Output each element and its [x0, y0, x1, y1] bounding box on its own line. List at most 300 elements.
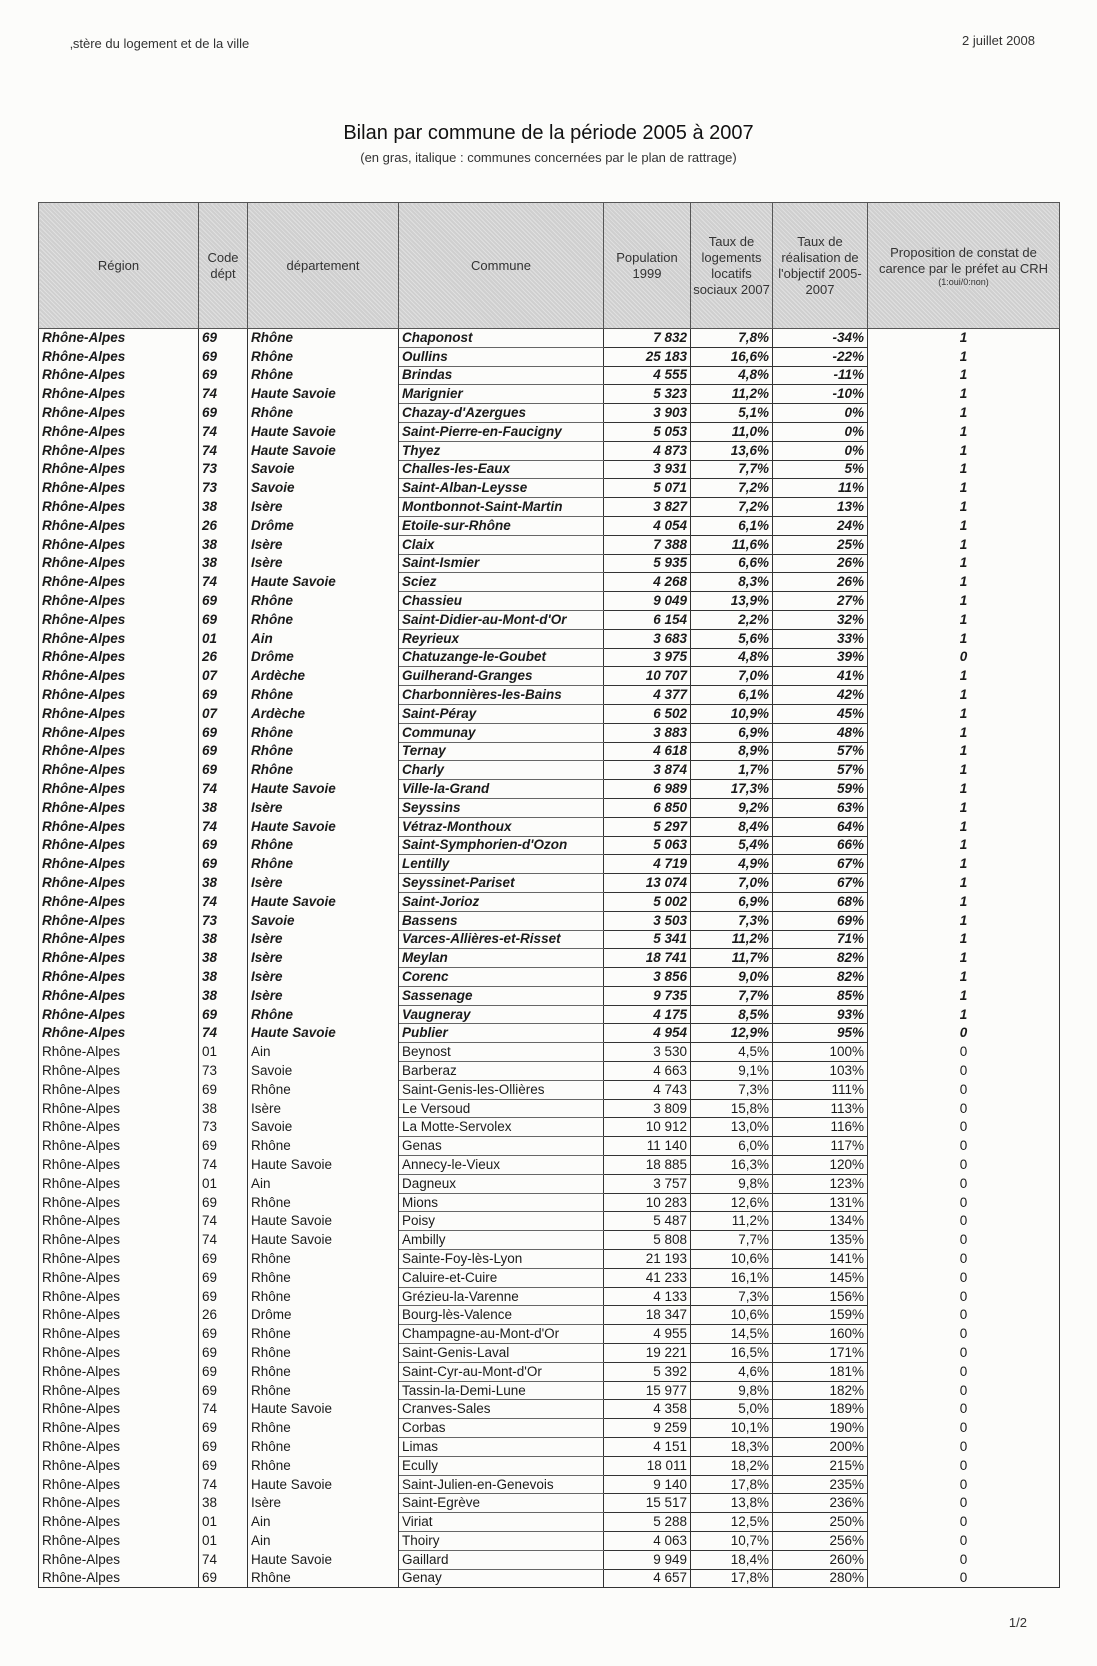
cell-code: 69	[199, 1419, 248, 1438]
cell-taux-logements: 16,1%	[691, 1268, 773, 1287]
cell-departement: Haute Savoie	[248, 1231, 399, 1250]
cell-taux-logements: 10,9%	[691, 704, 773, 723]
cell-region: Rhône-Alpes	[39, 780, 199, 799]
cell-code: 38	[199, 535, 248, 554]
cell-region: Rhône-Alpes	[39, 723, 199, 742]
cell-taux-realisation: 5%	[773, 460, 868, 479]
cell-taux-realisation: 57%	[773, 742, 868, 761]
cell-taux-logements: 8,4%	[691, 817, 773, 836]
cell-commune: Ville-la-Grand	[399, 780, 604, 799]
cell-taux-realisation: 41%	[773, 667, 868, 686]
cell-taux-logements: 7,3%	[691, 911, 773, 930]
cell-proposition: 1	[868, 1005, 1060, 1024]
cell-taux-realisation: 67%	[773, 855, 868, 874]
cell-taux-realisation: 235%	[773, 1475, 868, 1494]
cell-code: 69	[199, 1005, 248, 1024]
cell-commune: Publier	[399, 1024, 604, 1043]
table-row	[39, 610, 1060, 629]
table-row	[39, 1306, 1060, 1325]
cell-region: Rhône-Alpes	[39, 1550, 199, 1569]
cell-departement: Haute Savoie	[248, 573, 399, 592]
cell-taux-realisation: 93%	[773, 1005, 868, 1024]
cell-population: 4 063	[604, 1532, 691, 1551]
cell-region: Rhône-Alpes	[39, 1344, 199, 1363]
cell-departement: Haute Savoie	[248, 422, 399, 441]
table-body	[39, 329, 1060, 1588]
cell-proposition: 1	[868, 592, 1060, 611]
cell-proposition: 1	[868, 516, 1060, 535]
cell-proposition: 1	[868, 742, 1060, 761]
cell-code: 73	[199, 479, 248, 498]
cell-taux-realisation: 131%	[773, 1193, 868, 1212]
cell-taux-logements: 14,5%	[691, 1325, 773, 1344]
cell-departement: Rhône	[248, 366, 399, 385]
cell-commune: Etoile-sur-Rhône	[399, 516, 604, 535]
cell-proposition: 1	[868, 836, 1060, 855]
cell-code: 74	[199, 441, 248, 460]
cell-population: 6 154	[604, 610, 691, 629]
table-row	[39, 1212, 1060, 1231]
cell-taux-logements: 4,9%	[691, 855, 773, 874]
cell-commune: Limas	[399, 1438, 604, 1457]
cell-taux-logements: 11,0%	[691, 422, 773, 441]
cell-commune: Saint-Alban-Leysse	[399, 479, 604, 498]
cell-region: Rhône-Alpes	[39, 686, 199, 705]
cell-population: 5 392	[604, 1362, 691, 1381]
table-row	[39, 1099, 1060, 1118]
cell-population: 10 283	[604, 1193, 691, 1212]
cell-proposition: 1	[868, 817, 1060, 836]
cell-taux-logements: 6,9%	[691, 723, 773, 742]
cell-proposition: 0	[868, 1080, 1060, 1099]
col-header-taux-realisation: Taux de réalisation de l'objectif 2005-2007	[773, 203, 868, 329]
cell-region: Rhône-Alpes	[39, 1419, 199, 1438]
cell-departement: Savoie	[248, 460, 399, 479]
table-row	[39, 704, 1060, 723]
cell-region: Rhône-Alpes	[39, 535, 199, 554]
cell-taux-realisation: 0%	[773, 422, 868, 441]
cell-commune: Saint-Cyr-au-Mont-d'Or	[399, 1362, 604, 1381]
cell-departement: Rhône	[248, 329, 399, 348]
cell-proposition: 1	[868, 422, 1060, 441]
table-row	[39, 1118, 1060, 1137]
cell-commune: Ambilly	[399, 1231, 604, 1250]
cell-proposition: 0	[868, 1137, 1060, 1156]
cell-commune: Communay	[399, 723, 604, 742]
cell-taux-realisation: 280%	[773, 1569, 868, 1588]
table-row	[39, 1344, 1060, 1363]
cell-code: 69	[199, 742, 248, 761]
table-row	[39, 404, 1060, 423]
table-row	[39, 930, 1060, 949]
cell-commune: Saint-Pierre-en-Faucigny	[399, 422, 604, 441]
cell-taux-logements: 17,8%	[691, 1475, 773, 1494]
col-header-commune: Commune	[399, 203, 604, 329]
cell-taux-realisation: 48%	[773, 723, 868, 742]
cell-proposition: 0	[868, 1325, 1060, 1344]
cell-taux-realisation: 100%	[773, 1043, 868, 1062]
table-row	[39, 535, 1060, 554]
table-row	[39, 573, 1060, 592]
cell-taux-realisation: 117%	[773, 1137, 868, 1156]
cell-population: 5 063	[604, 836, 691, 855]
cell-code: 73	[199, 1062, 248, 1081]
cell-commune: Corenc	[399, 968, 604, 987]
cell-taux-logements: 7,0%	[691, 667, 773, 686]
cell-proposition: 1	[868, 930, 1060, 949]
table-row	[39, 1062, 1060, 1081]
table-row	[39, 1156, 1060, 1175]
cell-code: 74	[199, 573, 248, 592]
cell-proposition: 1	[868, 686, 1060, 705]
cell-population: 6 850	[604, 798, 691, 817]
cell-proposition: 1	[868, 723, 1060, 742]
table-row	[39, 949, 1060, 968]
page-number: 1/2	[1008, 1615, 1027, 1630]
cell-population: 4 954	[604, 1024, 691, 1043]
cell-population: 3 530	[604, 1043, 691, 1062]
cell-region: Rhône-Alpes	[39, 742, 199, 761]
cell-code: 74	[199, 1231, 248, 1250]
cell-departement: Ardèche	[248, 704, 399, 723]
cell-taux-logements: 16,6%	[691, 347, 773, 366]
cell-departement: Rhône	[248, 347, 399, 366]
cell-proposition: 1	[868, 667, 1060, 686]
cell-commune: Chaponost	[399, 329, 604, 348]
cell-code: 38	[199, 554, 248, 573]
cell-code: 01	[199, 629, 248, 648]
cell-taux-realisation: 156%	[773, 1287, 868, 1306]
cell-code: 69	[199, 855, 248, 874]
cell-departement: Rhône	[248, 610, 399, 629]
table-row	[39, 1400, 1060, 1419]
cell-taux-realisation: 32%	[773, 610, 868, 629]
cell-taux-realisation: 39%	[773, 648, 868, 667]
cell-commune: Thoiry	[399, 1532, 604, 1551]
cell-taux-logements: 13,6%	[691, 441, 773, 460]
table-row	[39, 1513, 1060, 1532]
cell-region: Rhône-Alpes	[39, 573, 199, 592]
cell-proposition: 1	[868, 761, 1060, 780]
table-row	[39, 366, 1060, 385]
cell-commune: Caluire-et-Cuire	[399, 1268, 604, 1287]
table-row	[39, 1381, 1060, 1400]
table-row	[39, 836, 1060, 855]
cell-taux-realisation: 64%	[773, 817, 868, 836]
cell-taux-logements: 9,0%	[691, 968, 773, 987]
cell-population: 7 832	[604, 329, 691, 348]
col-header-code: Code dépt	[199, 203, 248, 329]
cell-proposition: 1	[868, 498, 1060, 517]
cell-commune: Meylan	[399, 949, 604, 968]
cell-code: 69	[199, 1193, 248, 1212]
cell-region: Rhône-Alpes	[39, 1381, 199, 1400]
cell-population: 5 297	[604, 817, 691, 836]
cell-departement: Isère	[248, 535, 399, 554]
cell-proposition: 1	[868, 911, 1060, 930]
cell-departement: Haute Savoie	[248, 1024, 399, 1043]
cell-commune: Saint-Genis-Laval	[399, 1344, 604, 1363]
cell-region: Rhône-Alpes	[39, 1156, 199, 1175]
cell-code: 74	[199, 1156, 248, 1175]
cell-commune: Saint-Genis-les-Ollières	[399, 1080, 604, 1099]
table-row	[39, 855, 1060, 874]
cell-commune: Saint-Jorioz	[399, 892, 604, 911]
cell-taux-realisation: 236%	[773, 1494, 868, 1513]
cell-region: Rhône-Alpes	[39, 516, 199, 535]
cell-code: 69	[199, 1325, 248, 1344]
cell-code: 69	[199, 1438, 248, 1457]
table-row	[39, 1569, 1060, 1588]
cell-population: 5 002	[604, 892, 691, 911]
cell-code: 74	[199, 1475, 248, 1494]
cell-region: Rhône-Alpes	[39, 1231, 199, 1250]
cell-departement: Ain	[248, 1174, 399, 1193]
table-row	[39, 1362, 1060, 1381]
cell-taux-logements: 10,1%	[691, 1419, 773, 1438]
table-row	[39, 422, 1060, 441]
cell-region: Rhône-Alpes	[39, 1325, 199, 1344]
cell-taux-realisation: 123%	[773, 1174, 868, 1193]
cell-taux-logements: 18,2%	[691, 1456, 773, 1475]
cell-code: 69	[199, 1268, 248, 1287]
cell-proposition: 0	[868, 1306, 1060, 1325]
cell-departement: Rhône	[248, 1381, 399, 1400]
cell-commune: Tassin-la-Demi-Lune	[399, 1381, 604, 1400]
cell-taux-logements: 17,3%	[691, 780, 773, 799]
cell-taux-logements: 12,5%	[691, 1513, 773, 1532]
cell-commune: Oullins	[399, 347, 604, 366]
cell-departement: Rhône	[248, 1250, 399, 1269]
cell-commune: Grézieu-la-Varenne	[399, 1287, 604, 1306]
cell-taux-realisation: 45%	[773, 704, 868, 723]
cell-taux-logements: 9,8%	[691, 1174, 773, 1193]
cell-proposition: 0	[868, 1156, 1060, 1175]
cell-region: Rhône-Alpes	[39, 347, 199, 366]
table-row	[39, 911, 1060, 930]
cell-departement: Isère	[248, 949, 399, 968]
table-row	[39, 1438, 1060, 1457]
cell-taux-realisation: 68%	[773, 892, 868, 911]
cell-population: 4 133	[604, 1287, 691, 1306]
cell-population: 10 912	[604, 1118, 691, 1137]
table-row	[39, 817, 1060, 836]
cell-population: 4 377	[604, 686, 691, 705]
cell-region: Rhône-Alpes	[39, 1193, 199, 1212]
cell-taux-logements: 11,6%	[691, 535, 773, 554]
cell-population: 5 341	[604, 930, 691, 949]
cell-proposition: 0	[868, 1456, 1060, 1475]
cell-region: Rhône-Alpes	[39, 836, 199, 855]
cell-proposition: 0	[868, 1231, 1060, 1250]
cell-code: 69	[199, 1456, 248, 1475]
document-title: Bilan par commune de la période 2005 à 2007	[343, 122, 754, 144]
cell-taux-realisation: 141%	[773, 1250, 868, 1269]
cell-region: Rhône-Alpes	[39, 1438, 199, 1457]
cell-region: Rhône-Alpes	[39, 930, 199, 949]
cell-departement: Savoie	[248, 1118, 399, 1137]
cell-region: Rhône-Alpes	[39, 1400, 199, 1419]
cell-proposition: 0	[868, 1419, 1060, 1438]
cell-commune: Corbas	[399, 1419, 604, 1438]
table-row	[39, 986, 1060, 1005]
table-row	[39, 780, 1060, 799]
cell-departement: Haute Savoie	[248, 385, 399, 404]
cell-departement: Isère	[248, 1099, 399, 1118]
cell-taux-realisation: 260%	[773, 1550, 868, 1569]
cell-departement: Savoie	[248, 911, 399, 930]
cell-departement: Rhône	[248, 1569, 399, 1588]
cell-population: 9 735	[604, 986, 691, 1005]
cell-departement: Ain	[248, 1043, 399, 1062]
cell-population: 18 347	[604, 1306, 691, 1325]
cell-departement: Isère	[248, 874, 399, 893]
cell-code: 69	[199, 1080, 248, 1099]
cell-population: 4 743	[604, 1080, 691, 1099]
col-header-proposition	[868, 203, 1060, 329]
cell-commune: Bourg-lès-Valence	[399, 1306, 604, 1325]
cell-proposition: 0	[868, 1475, 1060, 1494]
cell-departement: Rhône	[248, 836, 399, 855]
cell-code: 69	[199, 761, 248, 780]
cell-code: 01	[199, 1513, 248, 1532]
cell-commune: Chatuzange-le-Goubet	[399, 648, 604, 667]
table-row	[39, 498, 1060, 517]
cell-taux-realisation: 113%	[773, 1099, 868, 1118]
cell-region: Rhône-Alpes	[39, 986, 199, 1005]
cell-region: Rhône-Alpes	[39, 1080, 199, 1099]
cell-taux-realisation: 24%	[773, 516, 868, 535]
table-row	[39, 1005, 1060, 1024]
cell-taux-logements: 5,1%	[691, 404, 773, 423]
cell-departement: Haute Savoie	[248, 1212, 399, 1231]
cell-taux-realisation: 42%	[773, 686, 868, 705]
cell-population: 4 955	[604, 1325, 691, 1344]
cell-taux-realisation: 182%	[773, 1381, 868, 1400]
cell-population: 3 503	[604, 911, 691, 930]
cell-taux-realisation: 82%	[773, 968, 868, 987]
table-row	[39, 1024, 1060, 1043]
cell-taux-logements: 10,6%	[691, 1306, 773, 1325]
cell-commune: Beynost	[399, 1043, 604, 1062]
table-row	[39, 892, 1060, 911]
cell-taux-realisation: 134%	[773, 1212, 868, 1231]
table-row	[39, 1174, 1060, 1193]
cell-taux-logements: 7,3%	[691, 1080, 773, 1099]
cell-population: 5 487	[604, 1212, 691, 1231]
cell-commune: Saint-Egrève	[399, 1494, 604, 1513]
cell-code: 01	[199, 1532, 248, 1551]
cell-commune: Vétraz-Monthoux	[399, 817, 604, 836]
cell-region: Rhône-Alpes	[39, 761, 199, 780]
cell-taux-logements: 7,7%	[691, 1231, 773, 1250]
cell-taux-logements: 7,7%	[691, 460, 773, 479]
cell-taux-realisation: 63%	[773, 798, 868, 817]
cell-taux-logements: 9,8%	[691, 1381, 773, 1400]
cell-population: 4 151	[604, 1438, 691, 1457]
cell-proposition: 1	[868, 986, 1060, 1005]
cell-population: 3 903	[604, 404, 691, 423]
table-row	[39, 1268, 1060, 1287]
cell-commune: Sciez	[399, 573, 604, 592]
cell-population: 3 975	[604, 648, 691, 667]
cell-code: 74	[199, 1212, 248, 1231]
table-row	[39, 667, 1060, 686]
cell-commune: Dagneux	[399, 1174, 604, 1193]
cell-proposition: 0	[868, 1174, 1060, 1193]
table-row	[39, 1475, 1060, 1494]
cell-code: 69	[199, 1344, 248, 1363]
cell-commune: Ecully	[399, 1456, 604, 1475]
cell-taux-logements: 18,3%	[691, 1438, 773, 1457]
cell-taux-logements: 6,6%	[691, 554, 773, 573]
cell-departement: Rhône	[248, 1137, 399, 1156]
cell-commune: Champagne-au-Mont-d'Or	[399, 1325, 604, 1344]
col-header-departement: département	[248, 203, 399, 329]
cell-proposition: 1	[868, 479, 1060, 498]
cell-code: 69	[199, 1381, 248, 1400]
cell-proposition: 0	[868, 1362, 1060, 1381]
cell-population: 5 808	[604, 1231, 691, 1250]
table-row	[39, 1287, 1060, 1306]
cell-commune: Seyssinet-Pariset	[399, 874, 604, 893]
cell-population: 5 935	[604, 554, 691, 573]
table-row	[39, 648, 1060, 667]
cell-taux-realisation: 85%	[773, 986, 868, 1005]
cell-taux-realisation: 95%	[773, 1024, 868, 1043]
cell-proposition: 0	[868, 1287, 1060, 1306]
table-row	[39, 441, 1060, 460]
cell-taux-logements: 7,3%	[691, 1287, 773, 1306]
cell-taux-realisation: 160%	[773, 1325, 868, 1344]
cell-departement: Rhône	[248, 1362, 399, 1381]
cell-taux-realisation: 33%	[773, 629, 868, 648]
cell-proposition: 0	[868, 648, 1060, 667]
cell-commune: Challes-les-Eaux	[399, 460, 604, 479]
cell-population: 4 555	[604, 366, 691, 385]
cell-code: 74	[199, 1024, 248, 1043]
cell-region: Rhône-Alpes	[39, 1306, 199, 1325]
cell-proposition: 1	[868, 798, 1060, 817]
cell-commune: Saint-Julien-en-Genevois	[399, 1475, 604, 1494]
cell-population: 15 517	[604, 1494, 691, 1513]
cell-proposition: 0	[868, 1193, 1060, 1212]
cell-code: 73	[199, 911, 248, 930]
cell-taux-realisation: 0%	[773, 404, 868, 423]
cell-region: Rhône-Alpes	[39, 460, 199, 479]
cell-population: 18 741	[604, 949, 691, 968]
cell-departement: Ain	[248, 1513, 399, 1532]
cell-population: 21 193	[604, 1250, 691, 1269]
cell-departement: Haute Savoie	[248, 1475, 399, 1494]
cell-proposition: 0	[868, 1532, 1060, 1551]
cell-region: Rhône-Alpes	[39, 968, 199, 987]
cell-taux-logements: 10,6%	[691, 1250, 773, 1269]
cell-code: 69	[199, 1250, 248, 1269]
cell-code: 74	[199, 1400, 248, 1419]
table-row	[39, 1494, 1060, 1513]
cell-taux-logements: 8,5%	[691, 1005, 773, 1024]
cell-departement: Rhône	[248, 1080, 399, 1099]
cell-code: 74	[199, 422, 248, 441]
cell-commune: Ternay	[399, 742, 604, 761]
cell-departement: Rhône	[248, 1193, 399, 1212]
cell-region: Rhône-Alpes	[39, 422, 199, 441]
cell-commune: Claix	[399, 535, 604, 554]
cell-taux-realisation: -34%	[773, 329, 868, 348]
cell-taux-logements: 9,1%	[691, 1062, 773, 1081]
cell-code: 73	[199, 1118, 248, 1137]
